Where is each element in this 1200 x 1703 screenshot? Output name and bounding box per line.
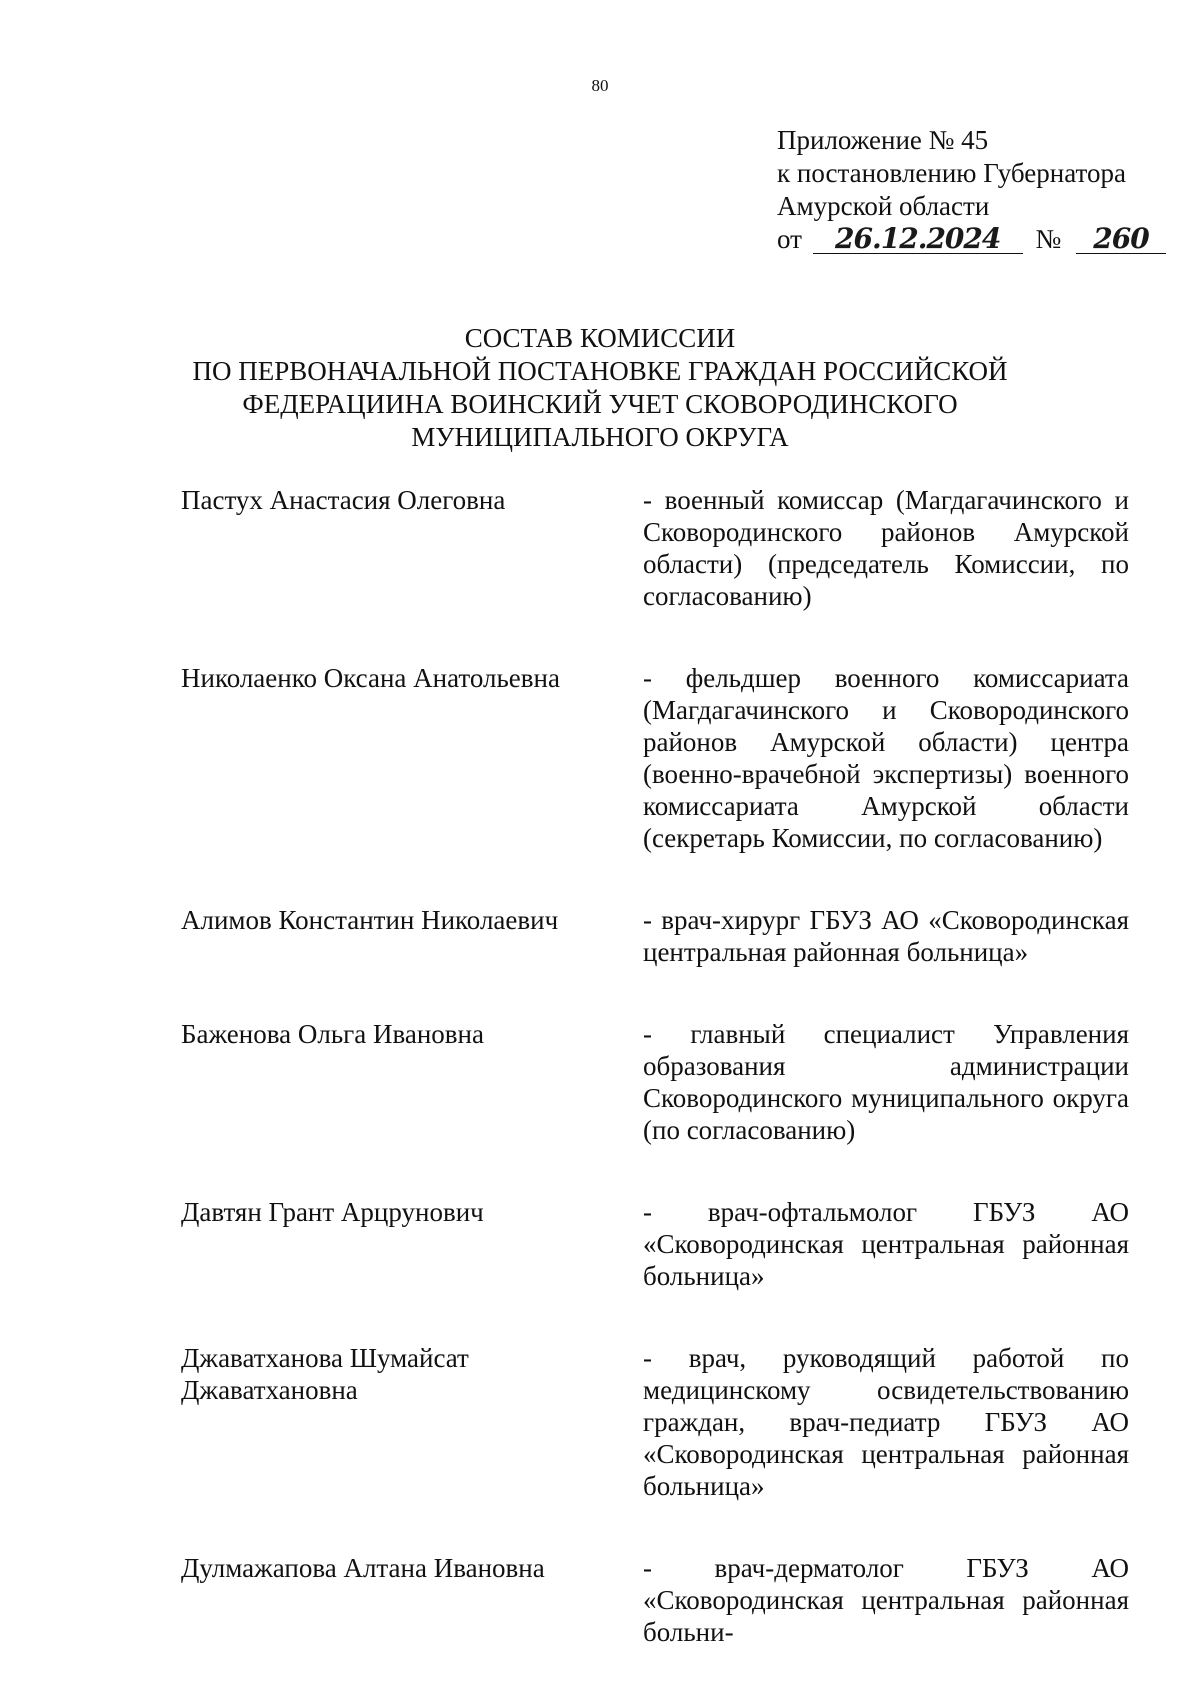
member-name: Джаватханова Шумайсат Джаватхановна (181, 1343, 469, 1405)
member-name: Пастух Анастасия Олеговна (181, 485, 506, 515)
member-row (181, 1342, 1131, 1502)
member-name: Алимов Константин Николаевич (181, 905, 559, 935)
appendix-resolution-ref: к постановлению Губернатора (777, 158, 1126, 188)
member-row (181, 662, 1131, 854)
member-role: - врач, руководящий работой по медицинскому освидетельствованию граждан, врач-педиатр ГБУЗ АО «Сковородинская центральная районная больница» (643, 1343, 1129, 1501)
member-row (181, 904, 1131, 968)
member-role: - врач-хирург ГБУЗ АО «Сковородинская центральная районная больница» (643, 905, 1129, 967)
document-title (0, 322, 1200, 454)
title-line-3: ФЕДЕРАЦИИНА ВОИНСКИЙ УЧЕТ СКОВОРОДИНСКОГО (242, 389, 958, 419)
member-row (181, 1196, 1131, 1292)
member-role: - военный комиссар (Магдагачинского и Сковородинского районов Амурской области) (председатель Комиссии, по согласованию) (643, 485, 1129, 611)
member-name: Дулмажапова Алтана Ивановна (181, 1553, 545, 1583)
member-name: Николаенко Оксана Анатольевна (181, 663, 560, 693)
title-line-2: ПО ПЕРВОНАЧАЛЬНОЙ ПОСТАНОВКЕ ГРАЖДАН РОССИЙСКОЙ (192, 356, 1008, 386)
member-row (181, 1018, 1131, 1146)
members-list (181, 484, 1131, 1648)
from-label: от (777, 224, 802, 254)
title-line-4: МУНИЦИПАЛЬНОГО ОКРУГА (411, 422, 789, 452)
appendix-region: Амурской области (777, 191, 990, 221)
member-row (181, 1552, 1131, 1648)
handwritten-number: 260 (1076, 225, 1166, 254)
appendix-number: Приложение № 45 (777, 125, 989, 155)
member-role: - врач-дерматолог ГБУЗ АО «Сковородинская центральная районная больни- (643, 1553, 1129, 1647)
page-number: 80 (591, 76, 609, 95)
member-name: Давтян Грант Арцрунович (181, 1197, 484, 1227)
member-role: - фельдшер военного комиссариата (Магдагачинского и Сковородинского районов Амурской области) центра (военно-врачебной экспертизы) военного комиссариата Амурской области (секретарь Комиссии, по согласованию) (643, 663, 1129, 853)
handwritten-date: 26.12.2024 (813, 225, 1023, 254)
number-label: № (1035, 224, 1062, 254)
appendix-date-line (777, 223, 1166, 256)
member-row (181, 484, 1131, 612)
member-name: Баженова Ольга Ивановна (181, 1019, 484, 1049)
member-role: - врач-офтальмолог ГБУЗ АО «Сковородинская центральная районная больница» (643, 1197, 1129, 1291)
title-line-1: СОСТАВ КОМИССИИ (464, 323, 736, 353)
member-role: - главный специалист Управления образования администрации Сковородинского муниципального округа (по согласованию) (643, 1019, 1129, 1145)
appendix-block (777, 124, 1166, 256)
